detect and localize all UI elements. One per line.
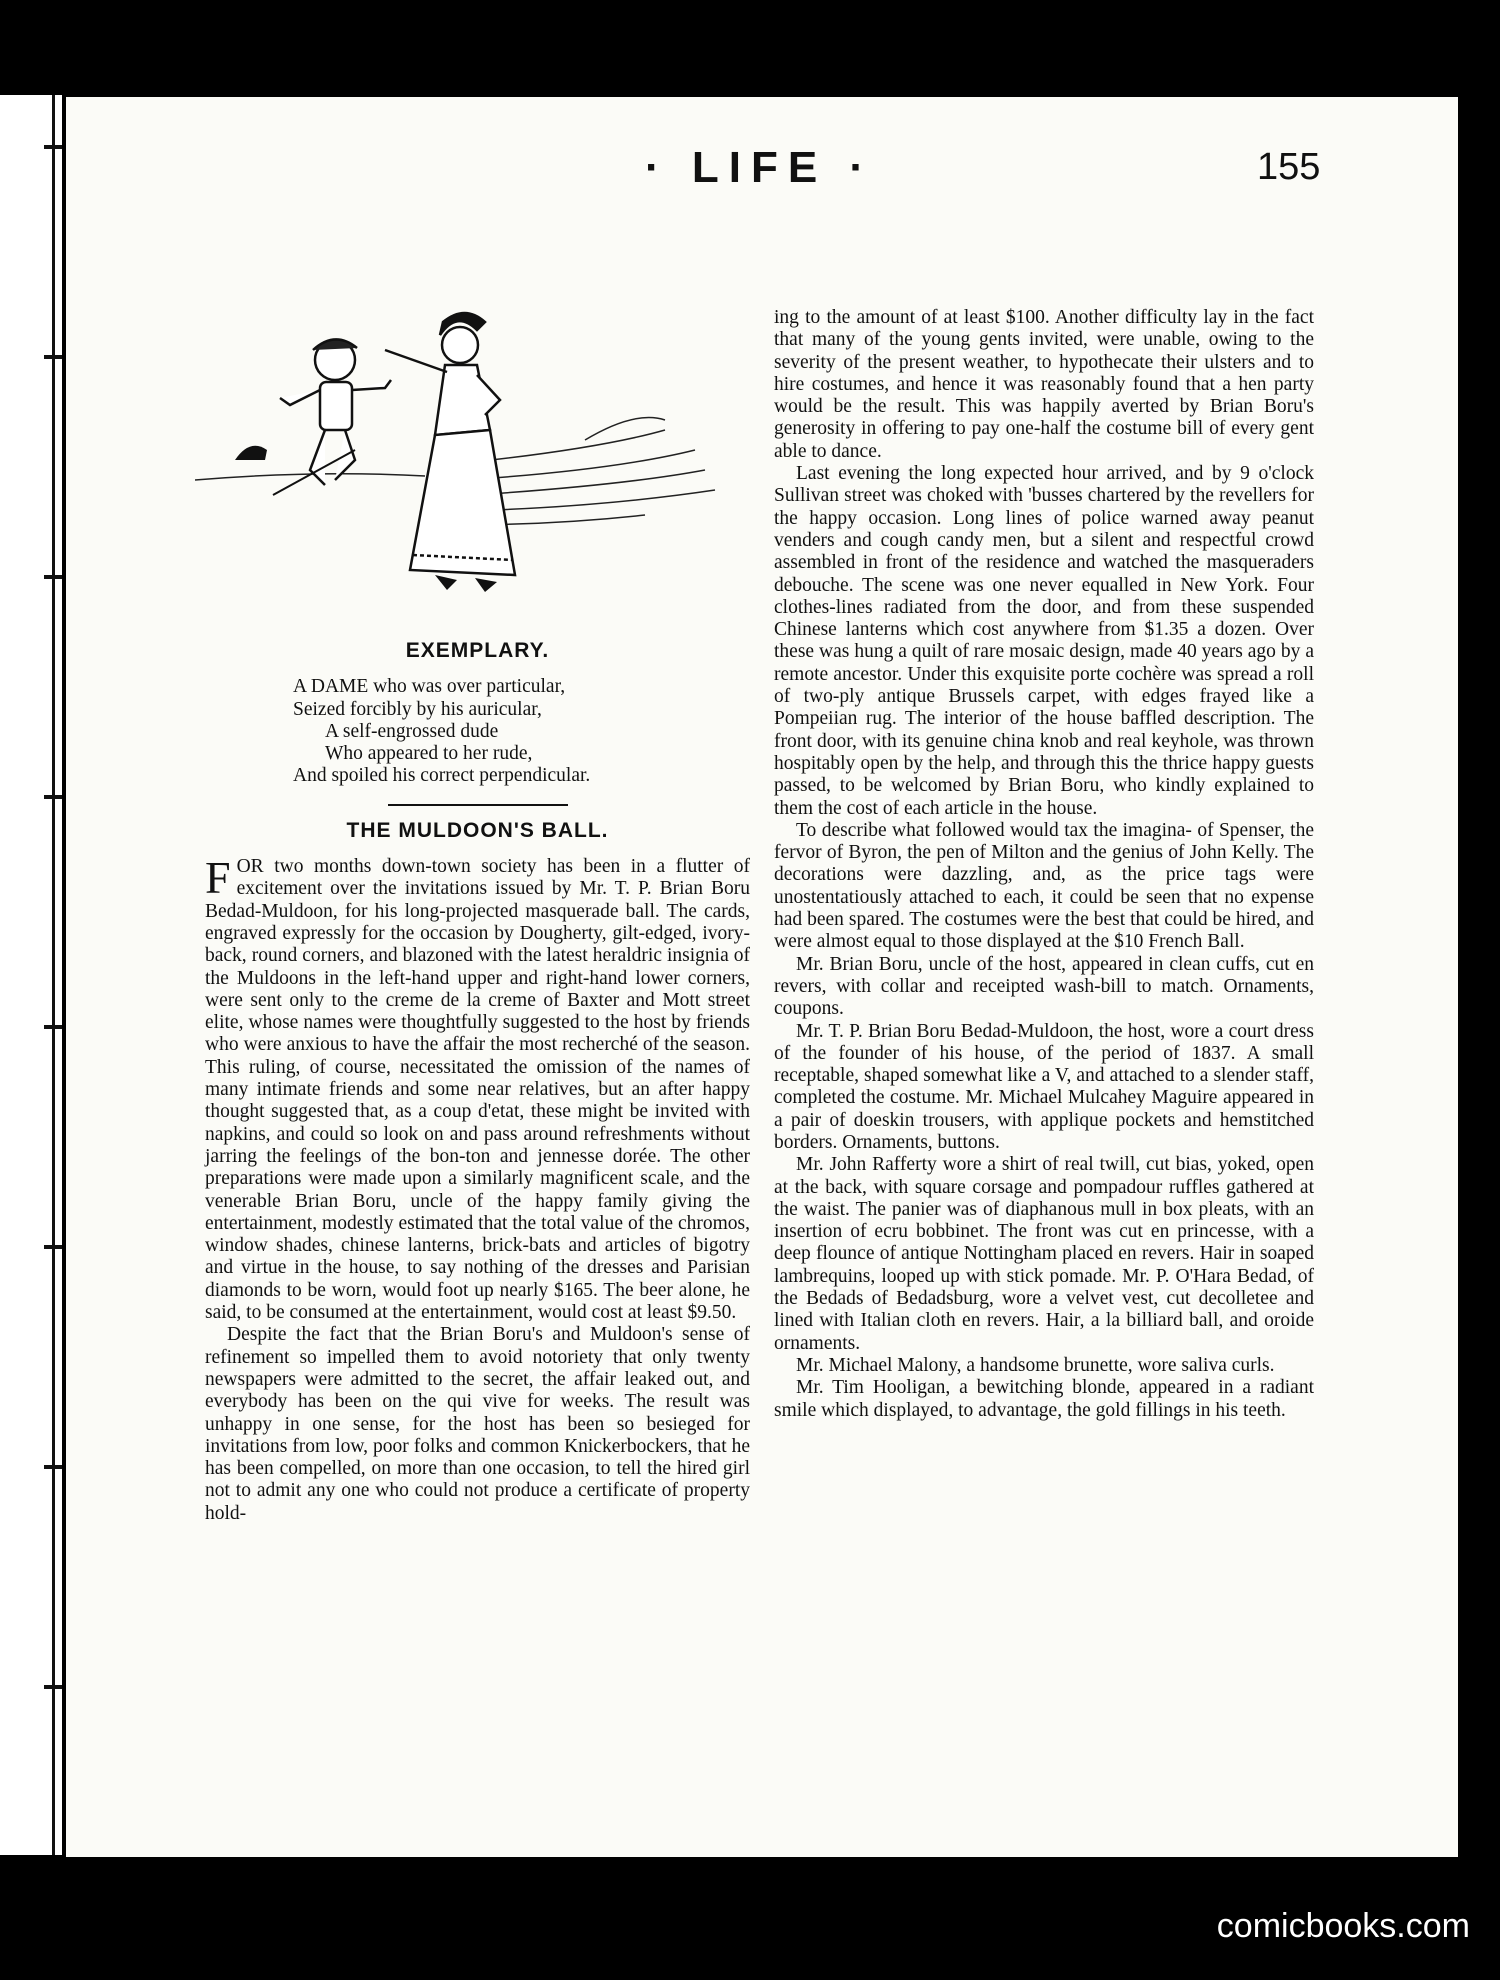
article-paragraph: Mr. Tim Hooligan, a bewitching blonde, appeared in a radiant smile which displayed, to advantage, the gold fillings in his teeth. xyxy=(774,1377,1314,1421)
left-column xyxy=(205,640,750,1525)
poem-line: Seized forcibly by his auricular, xyxy=(293,698,542,720)
watermark: comicbooks.com xyxy=(1216,1907,1470,1945)
poem-line: A DAME who was over particular, xyxy=(293,676,566,698)
binding-rule xyxy=(52,95,55,1855)
article-paragraph: Last evening the long expected hour arrived, and by 9 o'clock Sullivan street was choked with 'busses chartered by the revellers for the happy occasion. Long lines of police warned away peanut venders and cough candy men, but a silent and respectful crowd assembled in front of the residence and watched the masqueraders debouche. The scene was one never equalled in New York. Four clothes-lines radiated from the door, and from these suspended Chinese lanterns which cost anywhere from $1.35 a dozen. Over these was hung a quilt of rare mosaic design, made 40 years ago by a remote ancestor. Under this exquisite porte cochère was spread a roll of two-ply antique Brussels carpet, with edges frayed like a Pompeiian rug. The interior of the house baffled description. The front door, with its genuine china knob and real keyhole, was thrown hospitably open by the help, and through this the thrice happy guests passed, to be welcomed by Brian Boru, who kindly explained to them the cost of each article in the house. xyxy=(774,463,1314,819)
article-paragraph: ing to the amount of at least $100. Another difficulty lay in the fact that many of the young gents invited, were unable, owing to the severity of the present weather, to hypothecate their ulsters and to hire costumes, and hence it was reasonably found that a hen party would be the result. This was happily averted by Brian Boru's generosity in offering to pay one-half the costume bill of every gent able to dance. xyxy=(774,307,1314,462)
binding-stitch xyxy=(44,355,62,359)
binding-stitch xyxy=(44,795,62,799)
poem-line: And spoiled his correct perpendicular. xyxy=(293,765,591,787)
binding-stitch xyxy=(44,1025,62,1029)
poem-line: Who appeared to her rude, xyxy=(325,743,533,765)
poem-line: A self-engrossed dude xyxy=(325,720,499,742)
article-paragraph: Mr. Michael Malony, a handsome brunette, wore saliva curls. xyxy=(796,1354,1275,1376)
drop-cap: F xyxy=(205,852,231,904)
section-divider xyxy=(388,804,568,806)
binding-stitch xyxy=(44,145,62,149)
article-title: THE MULDOON'S BALL. xyxy=(346,818,609,842)
binding-strip xyxy=(0,95,62,1855)
poem-title: EXEMPLARY. xyxy=(405,639,550,662)
right-column xyxy=(774,307,1314,1422)
binding-stitch xyxy=(44,575,62,579)
page-number: 155 xyxy=(1257,146,1321,188)
paragraph-text: OR two months down-town society has been in a flutter of excitement over the invitations issued by Mr. T. P. Brian Boru Bedad-Muldoon, for his long-projected masquerade ball. The cards, engraved expressly for the occasion by Dougherty, gilt-edged, ivory-back, round corners, and blazoned with the latest heraldric insignia of the Muldoons in the left-hand upper and right-hand lower corners, were sent only to the creme de la creme of Baxter and Mott street elite, whose names were thoughtfully suggested to the host by friends who were anxious to have the affair the most recherché of the season. This ruling, of course, necessitated the omission of the names of many intimate friends and some near relatives, but an after happy thought suggested that, as a coup d'etat, these might be invited with napkins, and could so look on and pass around refreshments without jarring the feelings of the bon-ton and jennesse dorée. The other preparations were made upon a similarly magnificent scale, and the venerable Brian Boru, uncle of the happy family giving the entertainment, modestly estimated that the total value of the chromos, window shades, chinese lanterns, brick-bats and articles of bigotry and virtue in the house, to say nothing of the dresses and Parisian diamonds to be worn, would foot up nearly $165. The beer alone, he said, to be consumed at the entertainment, would cost at least $9.50. xyxy=(205,856,750,1324)
binding-stitch xyxy=(44,1685,62,1689)
poem xyxy=(205,676,750,787)
binding-stitch xyxy=(44,1465,62,1469)
cartoon-dame-and-dude-icon xyxy=(195,310,755,640)
article-paragraph: Mr. T. P. Brian Boru Bedad-Muldoon, the host, wore a court dress of the founder of his house, of the period of 1837. A small receptable, shaped somewhat like a V, and attached to a slender staff, completed the costume. Mr. Michael Mulcahey Maguire appeared in a pair of doeskin trousers, with applique pockets and hemstitched borders. Ornaments, buttons. xyxy=(774,1020,1314,1153)
magazine-title: · LIFE · xyxy=(645,143,875,192)
binding-stitch xyxy=(44,1245,62,1249)
article-paragraph: Despite the fact that the Brian Boru's and Muldoon's sense of refinement so impelled them to avoid notoriety that only twenty newspapers were admitted to the secret, the affair leaked out, and everybody has been on the qui vive for weeks. The result was unhappy in one sense, for the host has been so besieged for invitations from low, poor folks and common Knickerbockers, that he has been compelled, on more than one occasion, to tell the hired girl not to admit any one who could not produce a certificate of property hold- xyxy=(205,1324,750,1524)
article-paragraph: To describe what followed would tax the imagina- of Spenser, the fervor of Byron, the pen of Milton and the genius of John Kelly. The decorations were dazzling, and, as the price tags were unostentatiously attached to each, it could be seen that no expense had been spared. The costumes were the best that could be hired, and were almost equal to those displayed at the $10 French Ball. xyxy=(774,819,1314,953)
article-paragraph: Mr. John Rafferty wore a shirt of real twill, cut bias, yoked, open at the back, with square corsage and pompadour ruffles gathered at the waist. The panier was of diaphanous mull in box pleats, with an insertion of ecru bobbinet. The front was cut en princesse, with a deep flounce of antique Nottingham placed en revers. Hair in soaped lambrequins, looped up with stick pomade. Mr. P. O'Hara Bedad, of the Bedads of Bedadsburg, wore a velvet vest, cut decolletee and lined with Italian cloth en revers. Hair, a la billiard ball, and oroide ornaments. xyxy=(774,1154,1314,1354)
article-paragraph: Mr. Brian Boru, uncle of the host, appeared in clean cuffs, cut en revers, with collar and receipted wash-bill to match. Ornaments, coupons. xyxy=(774,953,1314,1020)
article-paragraph xyxy=(205,852,750,1324)
